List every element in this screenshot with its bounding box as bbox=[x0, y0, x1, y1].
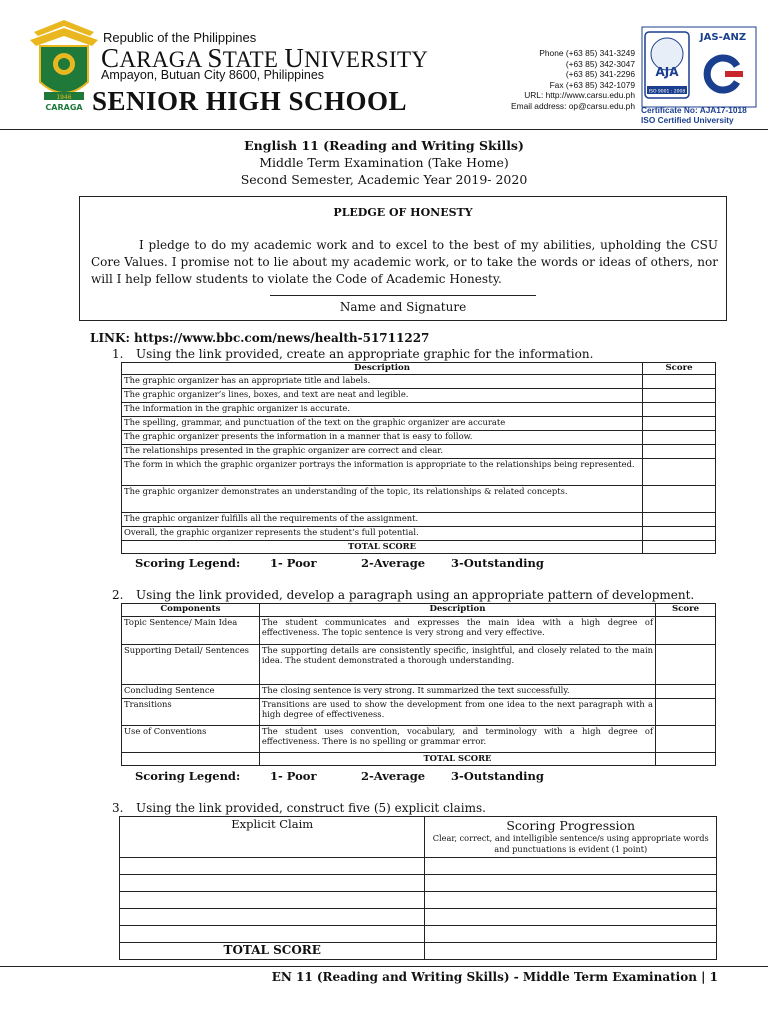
scoring-legend-1 bbox=[135, 556, 555, 572]
total-score-label: TOTAL SCORE bbox=[120, 943, 425, 960]
description-cell: The student uses convention, vocabulary, and terminology with a high degree of effectiveness. There is no spelling or grammar error. bbox=[259, 726, 655, 753]
legend-poor: 1- Poor bbox=[270, 556, 317, 570]
claim-input-cell[interactable] bbox=[120, 892, 425, 909]
claim-input-cell[interactable] bbox=[120, 926, 425, 943]
pledge-title: PLEDGE OF HONESTY bbox=[333, 206, 473, 219]
signature-line[interactable] bbox=[270, 295, 536, 296]
certification-label bbox=[641, 106, 757, 125]
explicit-claim-header: Explicit Claim bbox=[120, 817, 425, 858]
score-cell[interactable] bbox=[643, 445, 716, 459]
graphic-rubric-table bbox=[121, 362, 716, 554]
item-2-instruction: 2. Using the link provided, develop a paragraph using an appropriate pattern of development. bbox=[112, 588, 695, 602]
pledge-box bbox=[79, 196, 727, 321]
scoring-progression-title: Scoring Progression bbox=[506, 818, 636, 833]
logo-name: CARAGA bbox=[45, 103, 83, 112]
score-cell[interactable] bbox=[643, 486, 716, 513]
legend-average: 2-Average bbox=[361, 556, 426, 570]
component-cell: Transitions bbox=[122, 699, 260, 726]
score-cell[interactable] bbox=[643, 403, 716, 417]
jas-anz-text: JAS-ANZ bbox=[699, 32, 747, 43]
paragraph-rubric-table bbox=[121, 603, 716, 766]
scoring-progression-criteria: Clear, correct, and intelligible sentence/s using appropriate words and punctuations is evident (1 point) bbox=[432, 833, 709, 854]
explicit-claims-table bbox=[119, 816, 717, 960]
description-cell: The closing sentence is very strong. It summarized the text successfully. bbox=[259, 685, 655, 699]
score-cell[interactable] bbox=[656, 617, 716, 645]
scoring-legend-2 bbox=[135, 769, 555, 785]
university-name: CARAGA STATE UNIVERSITY bbox=[101, 43, 429, 73]
contact-email: Email address: op@carsu.edu.ph bbox=[511, 100, 635, 111]
score-cell[interactable] bbox=[643, 527, 716, 541]
score-cell[interactable] bbox=[643, 375, 716, 389]
scoring-progression-header bbox=[425, 817, 717, 858]
rubric-row: The form in which the graphic organizer portrays the information is appropriate to the relationships being represented. bbox=[122, 459, 643, 486]
component-cell: Use of Conventions bbox=[122, 726, 260, 753]
component-cell: Concluding Sentence bbox=[122, 685, 260, 699]
score-cell[interactable] bbox=[643, 513, 716, 527]
header-description: Description bbox=[122, 363, 643, 375]
rubric-row: The graphic organizer fulfills all the requirements of the assignment. bbox=[122, 513, 643, 527]
aja-logo-text: AJA bbox=[655, 65, 679, 79]
rubric-row: The relationships presented in the graphic organizer are correct and clear. bbox=[122, 445, 643, 459]
score-cell[interactable] bbox=[656, 726, 716, 753]
total-score-cell[interactable] bbox=[656, 753, 716, 766]
rubric-row: The graphic organizer presents the information in a manner that is easy to follow. bbox=[122, 431, 643, 445]
empty-cell bbox=[122, 753, 260, 766]
description-cell: The supporting details are consistently specific, insightful, and closely related to the main idea. The student demonstrated a thorough understanding. bbox=[259, 645, 655, 685]
claim-score-cell[interactable] bbox=[425, 858, 717, 875]
total-score-cell[interactable] bbox=[643, 541, 716, 554]
description-cell: The student communicates and expresses the main idea with a high degree of effectiveness. The topic sentence is very strong and very effective. bbox=[259, 617, 655, 645]
exam-title-block bbox=[0, 137, 768, 188]
claim-score-cell[interactable] bbox=[425, 892, 717, 909]
rubric-row: The spelling, grammar, and punctuation of the text on the graphic organizer are accurate bbox=[122, 417, 643, 431]
total-score-cell[interactable] bbox=[425, 943, 717, 960]
total-score-label: TOTAL SCORE bbox=[259, 753, 655, 766]
page-footer: EN 11 (Reading and Writing Skills) - Middle Term Examination | 1 bbox=[271, 970, 718, 984]
legend-outstanding: 3-Outstanding bbox=[451, 769, 544, 783]
contact-phone-3: (+63 85) 341-2296 bbox=[565, 69, 635, 80]
exam-title: Middle Term Examination (Take Home) bbox=[259, 155, 509, 170]
university-address: Ampayon, Butuan City 8600, Philippines bbox=[101, 68, 325, 82]
school-name: SENIOR HIGH SCHOOL bbox=[92, 86, 408, 116]
item-3-instruction: 3. Using the link provided, construct five (5) explicit claims. bbox=[112, 801, 486, 815]
contact-fax: Fax (+63 85) 342-1079 bbox=[549, 79, 635, 90]
total-score-label: TOTAL SCORE bbox=[122, 541, 643, 554]
header-score: Score bbox=[643, 363, 716, 375]
contact-url: URL: http://www.carsu.edu.ph bbox=[524, 90, 635, 101]
logo-year: 1946 bbox=[56, 94, 72, 101]
score-cell[interactable] bbox=[643, 459, 716, 486]
legend-average: 2-Average bbox=[361, 769, 426, 783]
score-cell[interactable] bbox=[656, 699, 716, 726]
claim-input-cell[interactable] bbox=[120, 858, 425, 875]
legend-poor: 1- Poor bbox=[270, 769, 317, 783]
semester-title: Second Semester, Academic Year 2019- 2020 bbox=[240, 172, 528, 187]
component-cell: Supporting Detail/ Sentences bbox=[122, 645, 260, 685]
header-components: Components bbox=[122, 604, 260, 617]
claim-input-cell[interactable] bbox=[120, 909, 425, 926]
claim-score-cell[interactable] bbox=[425, 909, 717, 926]
score-cell[interactable] bbox=[643, 389, 716, 403]
score-cell[interactable] bbox=[643, 417, 716, 431]
rubric-row: Overall, the graphic organizer represents the student’s full potential. bbox=[122, 527, 643, 541]
claim-score-cell[interactable] bbox=[425, 926, 717, 943]
item-1-instruction: 1. Using the link provided, create an appropriate graphic for the information. bbox=[112, 347, 594, 361]
source-link[interactable]: LINK: https://www.bbc.com/news/health-51711227 bbox=[90, 331, 430, 345]
rubric-row: The graphic organizer demonstrates an understanding of the topic, its relationships & related concepts. bbox=[122, 486, 643, 513]
contact-block bbox=[455, 48, 635, 112]
legend-outstanding: 3-Outstanding bbox=[451, 556, 544, 570]
header-description: Description bbox=[259, 604, 655, 617]
score-cell[interactable] bbox=[656, 685, 716, 699]
course-title: English 11 (Reading and Writing Skills) bbox=[244, 138, 524, 153]
description-cell: Transitions are used to show the development from one idea to the next paragraph with a high degree of effectiveness. bbox=[259, 699, 655, 726]
contact-phone: Phone (+63 85) 341-3249 bbox=[539, 48, 635, 58]
csu-logo bbox=[30, 18, 98, 122]
claim-input-cell[interactable] bbox=[120, 875, 425, 892]
rubric-row: The graphic organizer has an appropriate title and labels. bbox=[122, 375, 643, 389]
certificate-number: Certificate No: AJA17-1018 bbox=[641, 105, 747, 115]
component-cell: Topic Sentence/ Main Idea bbox=[122, 617, 260, 645]
claim-score-cell[interactable] bbox=[425, 875, 717, 892]
iso-badge-text: ISO 9001 : 2008 bbox=[648, 89, 686, 95]
iso-certified-text: ISO Certified University bbox=[641, 114, 734, 125]
rubric-row: The graphic organizer’s lines, boxes, and text are neat and legible. bbox=[122, 389, 643, 403]
score-cell[interactable] bbox=[656, 645, 716, 685]
legend-label: Scoring Legend: bbox=[135, 769, 241, 783]
contact-phone-2: (+63 85) 342-3047 bbox=[565, 58, 635, 69]
footer-divider bbox=[0, 966, 768, 967]
score-cell[interactable] bbox=[643, 431, 716, 445]
legend-label: Scoring Legend: bbox=[135, 556, 241, 570]
republic-label: Republic of the Philippines bbox=[103, 30, 257, 45]
rubric-row: The information in the graphic organizer is accurate. bbox=[122, 403, 643, 417]
signature-label: Name and Signature bbox=[339, 300, 467, 314]
header-score: Score bbox=[656, 604, 716, 617]
header-divider bbox=[0, 129, 768, 130]
pledge-text: I pledge to do my academic work and to excel to the best of my abilities, upholding the CSU Core Values. I promise not to lie about my academic work, or to take the words or ideas of others, nor will I help fellow students to violate the Code of Academic Honesty. bbox=[91, 238, 718, 286]
